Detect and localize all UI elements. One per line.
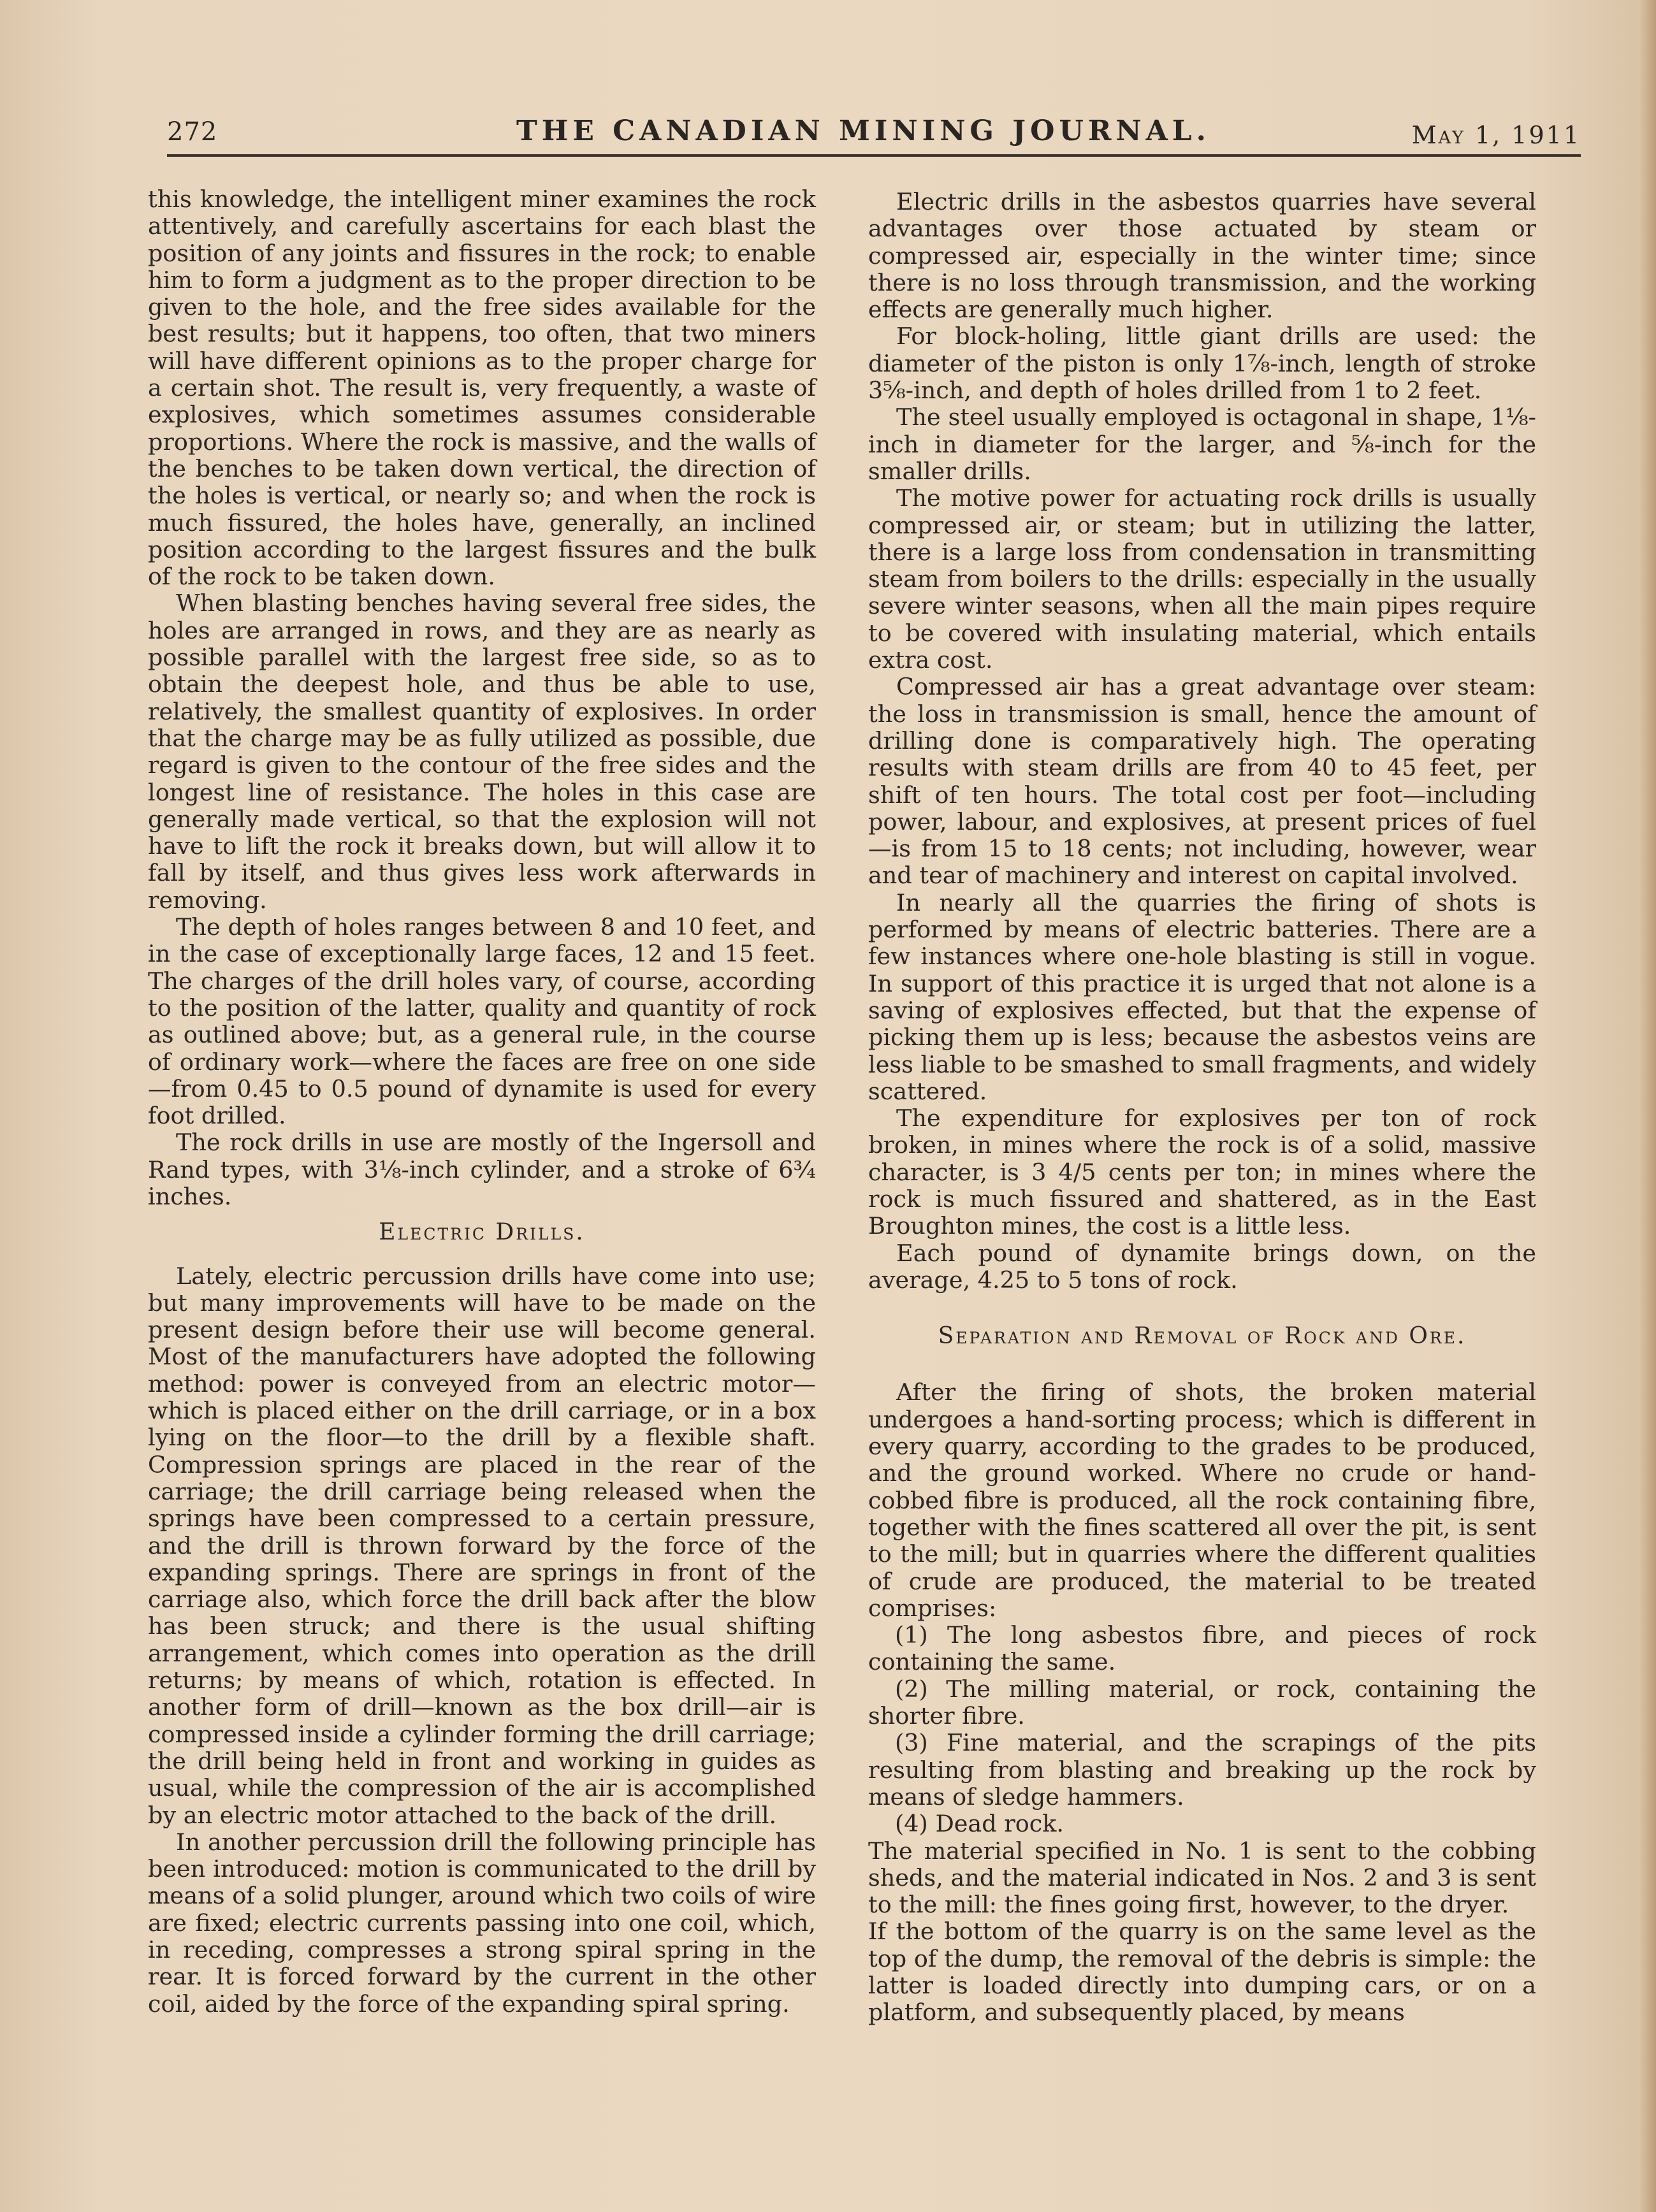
paragraph: The material specified in No. 1 is sent to the cobbing sheds, and the material indicated in Nos. 2 and 3 is sent to the mill: the fines going first, however, to the dryer. bbox=[868, 1837, 1536, 1919]
paragraph: After the firing of shots, the broken material undergoes a hand-sorting process; which is different in every quarry, according to the grades to be produced, and the ground worked. Where no crude or hand-cobbed fibre is produced, all the rock containing fibre, together with the fines scattered all over the pit, is sent to the mill; but in quarries where the different qualities of crude are produced, the material to be treated comprises: bbox=[868, 1378, 1536, 1622]
paragraph: Lately, electric percussion drills have come into use; but many improvements will have to be made on the present design before their use will become general. Most of the manufacturers have adopted the following method: power is conveyed from an electric motor—which is placed either on the drill carriage, or in a box lying on the floor—to the drill by a flexible shaft. Compression springs are placed in the rear of the carriage; the drill carriage being released when the springs have been compressed to a certain pressure, and the drill is thrown forward by the force of the expanding springs. There are springs in front of the carriage also, which force the drill back after the blow has been struck; and there is the usual shifting arrangement, which comes into operation as the drill returns; by means of which, rotation is effected. In another form of drill—known as the box drill—air is compressed inside a cylinder forming the drill carriage; the drill being held in front and working in guides as usual, while the compression of the air is accomplished by an electric motor attached to the back of the drill. bbox=[148, 1262, 816, 1829]
page-edge-shadow bbox=[1639, 0, 1656, 2212]
journal-title: THE CANADIAN MINING JOURNAL. bbox=[516, 115, 1210, 147]
paragraph: The expenditure for explosives per ton of rock broken, in mines where the rock is of a solid, massive character, is 3 4/5 cents per ton; in mines where the rock is much fissured and shattered, as in the East Broughton mines, the cost is a little less. bbox=[868, 1104, 1536, 1240]
paragraph: this knowledge, the intelligent miner examines the rock attentively, and carefully ascertains for each blast the position of any joints and fissures in the rock; to enable him to form a judgment as to the proper direction to be given to the hole, and the free sides available for the best results; but it happens, too often, that two miners will have different opinions as to the proper charge for a certain shot. The result is, very frequently, a waste of explosives, which sometimes assumes considerable proportions. Where the rock is massive, and the walls of the benches to be taken down vertical, the direction of the holes is vertical, or nearly so; and when the rock is much fissured, the holes have, generally, an inclined position according to the largest fissures and the bulk of the rock to be taken down. bbox=[148, 185, 816, 591]
paragraph: In nearly all the quarries the firing of shots is performed by means of electric batteries. There are a few instances where one-hole blasting is still in vogue. In support of this practice it is urged that not alone is a saving of explosives effected, but that the expense of picking them up is less; because the asbestos veins are less liable to be smashed to small fragments, and widely scattered. bbox=[868, 888, 1536, 1105]
section-heading-separation: Separation and Removal of Rock and Ore. bbox=[938, 1323, 1467, 1350]
paragraph: Electric drills in the asbestos quarries have several advantages over those actuated by steam or compressed air, especially in the winter time; since there is no loss through transmission, and the working effects are generally much higher. bbox=[868, 188, 1536, 324]
page-header bbox=[167, 112, 1581, 157]
paragraph: If the bottom of the quarry is on the same level as the top of the dump, the removal of the debris is simple: the latter is loaded directly into dumping cars, or on a platform, and subsequently placed, by means bbox=[868, 1918, 1536, 2027]
paragraph: When blasting benches having several free sides, the holes are arranged in rows, and they are as nearly as possible parallel with the largest free side, so as to obtain the deepest hole, and thus be able to use, relatively, the smallest quantity of explosives. In order that the charge may be as fully utilized as possible, due regard is given to the contour of the free sides and the longest line of resistance. The holes in this case are generally made vertical, so that the explosion will not have to lift the rock it breaks down, but will allow it to fall by itself, and thus gives less work afterwards in removing. bbox=[148, 589, 816, 914]
section-heading-electric-drills: Electric Drills. bbox=[379, 1219, 585, 1246]
list-item: (2) The milling material, or rock, containing the shorter fibre. bbox=[868, 1675, 1536, 1730]
list-item: (4) Dead rock. bbox=[895, 1810, 1064, 1838]
page-number: 272 bbox=[167, 117, 218, 147]
paragraph: The rock drills in use are mostly of the Ingersoll and Rand types, with 3⅛-inch cylinder, and a stroke of 6¾ inches. bbox=[148, 1129, 816, 1210]
paragraph: Compressed air has a great advantage over steam: the loss in transmission is small, hence the amount of drilling done is comparatively high. The operating results with steam drills are from 40 to 45 feet, per shift of ten hours. The total cost per foot—including power, labour, and explosives, at present prices of fuel—is from 15 to 18 cents; not including, however, wear and tear of machinery and interest on capital involved. bbox=[868, 673, 1536, 890]
paragraph: The depth of holes ranges between 8 and 10 feet, and in the case of exceptionally large faces, 12 and 15 feet. The charges of the drill holes vary, of course, according to the position of the latter, quality and quantity of rock as outlined above; but, as a general rule, in the course of ordinary work—where the faces are free on one side—from 0.45 to 0.5 pound of dynamite is used for every foot drilled. bbox=[148, 913, 816, 1130]
paragraph: In another percussion drill the following principle has been introduced: motion is communicated to the drill by means of a solid plunger, around which two coils of wire are fixed; electric currents passing into one coil, which, in receding, compresses a strong spiral spring in the rear. It is forced forward by the current in the other coil, aided by the force of the expanding spiral spring. bbox=[148, 1828, 816, 2018]
issue-date: May 1, 1911 bbox=[1411, 121, 1581, 149]
left-column bbox=[148, 186, 816, 2018]
list-item: (3) Fine material, and the scrapings of the pits resulting from blasting and breaking up the rock by means of sledge hammers. bbox=[868, 1729, 1536, 1811]
paragraph: Each pound of dynamite brings down, on the average, 4.25 to 5 tons of rock. bbox=[868, 1239, 1536, 1294]
paragraph: For block-holing, little giant drills are used: the diameter of the piston is only 1⅞-inch, length of stroke 3⅝-inch, and depth of holes drilled from 1 to 2 feet. bbox=[868, 322, 1536, 405]
paragraph: The motive power for actuating rock drills is usually compressed air, or steam; but in utilizing the latter, there is a large loss from condensation in transmitting steam from boilers to the drills: especially in the usually severe winter seasons, when all the main pipes require to be covered with insulating material, which entails extra cost. bbox=[868, 484, 1536, 674]
header-rule bbox=[167, 154, 1581, 157]
paragraph: The steel usually employed is octagonal in shape, 1⅛-inch in diameter for the larger, and ⅝-inch for the smaller drills. bbox=[868, 403, 1536, 485]
right-column bbox=[868, 189, 1536, 2027]
list-item: (1) The long asbestos fibre, and pieces of rock containing the same. bbox=[868, 1621, 1536, 1676]
